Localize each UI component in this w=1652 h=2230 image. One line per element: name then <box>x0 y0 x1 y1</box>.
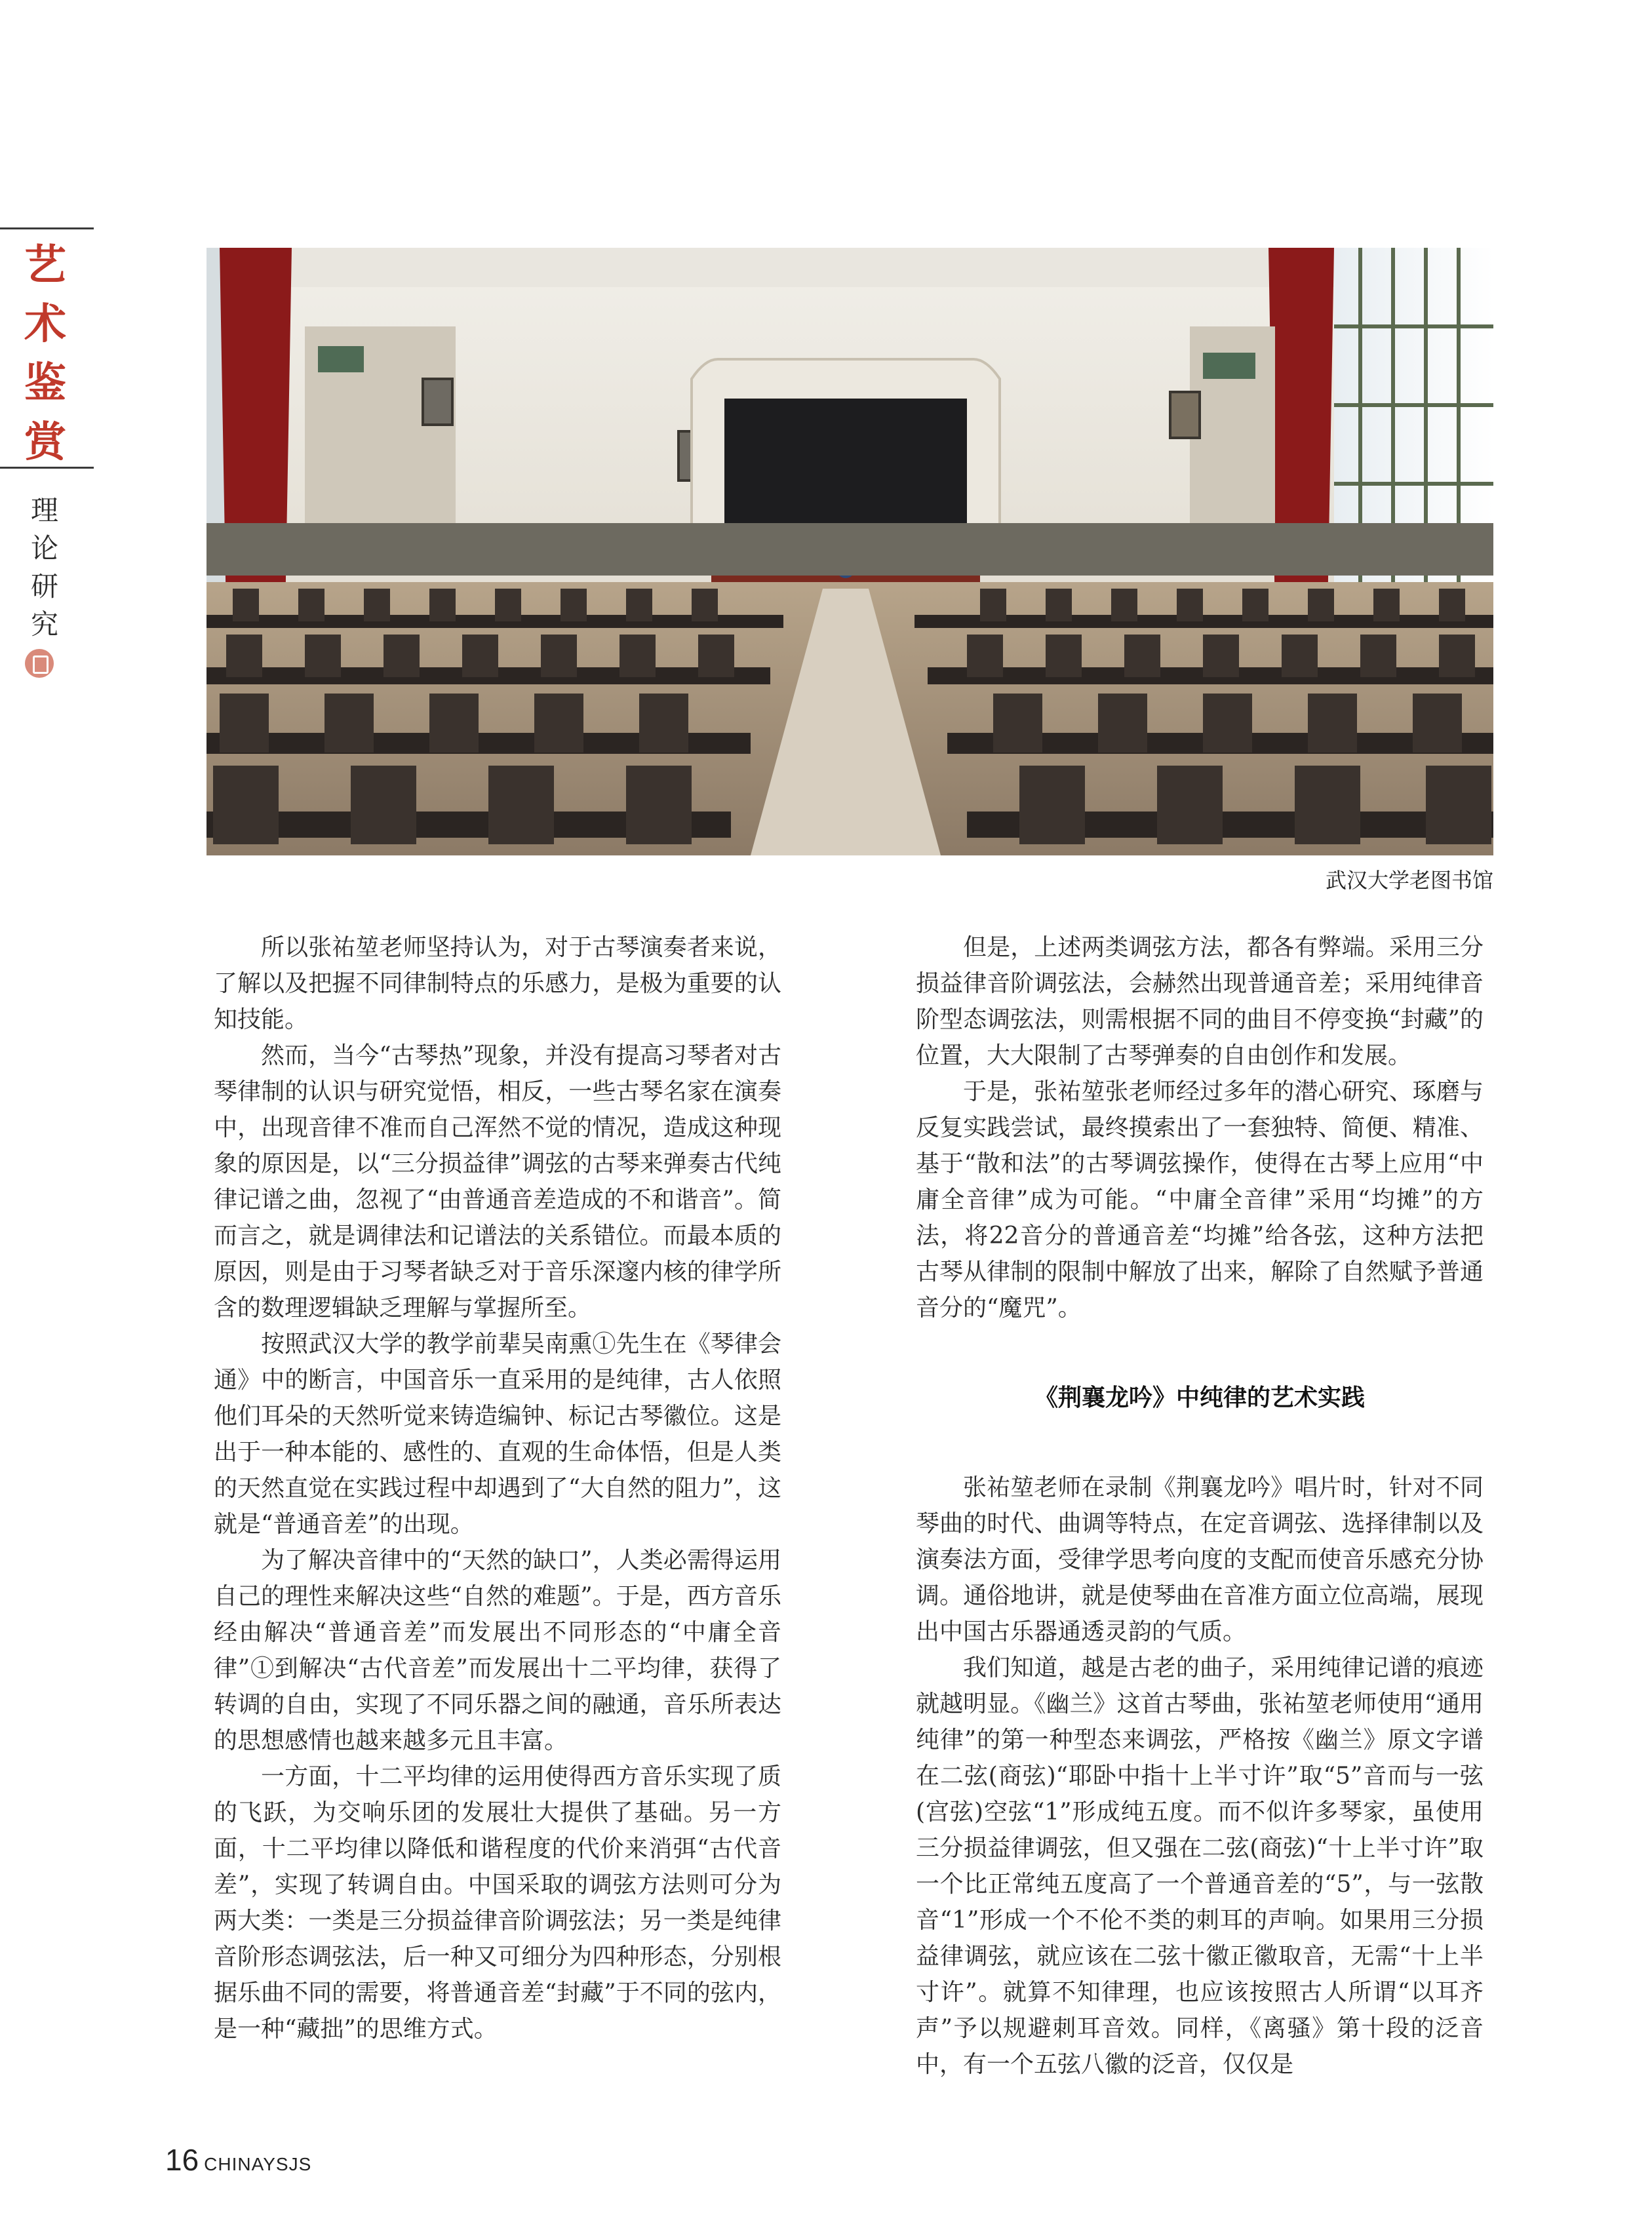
page-number: 16 <box>165 2143 199 2177</box>
article-left-column <box>214 929 781 2047</box>
paragraph: 所以张祐堃老师坚持认为，对于古琴演奏者来说，了解以及把握不同律制特点的乐感力，是极为重要的认知技能。 <box>214 934 781 1033</box>
subsection-char: 论 <box>30 532 58 564</box>
paragraph: 然而，当今“古琴热”现象，并没有提高习琴者对古琴律制的认识与研究觉悟，相反，一些古琴名家在演奏中，出现音律不准而自己浑然不觉的情况，造成这种现象的原因是，以“三分损益律”调弦的古琴来弹奏古代纯律记谱之曲，忽视了“由普通音差造成的不和谐音”。简而言之，就是调律法和记谱法的关系错位。而最本质的原因，则是由于习琴者缺乏对于音乐深邃内核的律学所含的数理逻辑缺乏理解与掌握所至。 <box>214 1042 781 1321</box>
subsection-char: 理 <box>30 494 58 526</box>
section-badge-icon <box>25 649 54 678</box>
section-char: 鉴 <box>24 359 66 408</box>
magazine-name: CHINAYSJS <box>204 2154 312 2174</box>
section-char: 艺 <box>24 241 66 290</box>
page-footer <box>165 2142 311 2178</box>
paragraph: 一方面，十二平均律的运用使得西方音乐实现了质的飞跃，为交响乐团的发展壮大提供了基础。另一方面，十二平均律以降低和谐程度的代价来消弭“古代音差”，实现了转调自由。中国采取的调弦方法则可分为两大类：一类是三分损益律音阶调弦法；另一类是纯律音阶形态调弦法，后一种又可细分为四种形态，分别根据乐曲不同的需要，将普通音差“封藏”于不同的弦内，是一种“藏拙”的思维方式。 <box>214 1763 781 2043</box>
paragraph: 为了解决音律中的“天然的缺口”，人类必需得运用自己的理性来解决这些“自然的难题”。于是，西方音乐经由解决“普通音差”而发展出不同形态的“中庸全音律”①到解决“古代音差”而发展出十二平均律，获得了转调的自由，实现了不同乐器之间的融通，音乐所表达的思想感情也越来越多元且丰富。 <box>214 1547 781 1754</box>
paragraph: 张祐堃老师在录制《荆襄龙吟》唱片时，针对不同琴曲的时代、曲调等特点，在定音调弦、选择律制以及演奏法方面，受律学思考向度的支配而使音乐感充分协调。通俗地讲，就是使琴曲在音准方面立位高端，展现出中国古乐器通透灵韵的气质。 <box>916 1474 1484 1645</box>
subsection-char: 研 <box>30 570 58 602</box>
library-hall-photo <box>206 248 1493 855</box>
paragraph: 我们知道，越是古老的曲子，采用纯律记谱的痕迹就越明显。《幽兰》这首古琴曲，张祐堃老师使用“通用纯律”的第一种型态来调弦，严格按《幽兰》原文字谱在二弦(商弦)“耶卧中指十上半寸许”取“5”音而与一弦(宫弦)空弦“1”形成纯五度。而不似许多琴家，虽使用三分损益律调弦，但又强在二弦(商弦)“十上半寸许”取一个比正常纯五度高了一个普通音差的“5”，与一弦散音“1”形成一个不伦不类的刺耳的声响。如果用三分损益律调弦，就应该在二弦十徽正徽取音，无需“十上半寸许”。就算不知律理，也应该按照古人所谓“以耳齐声”予以规避刺耳音效。同样，《离骚》第十段的泛音中，有一个五弦八徽的泛音，仅仅是 <box>916 1654 1484 2078</box>
section-char: 赏 <box>24 418 66 467</box>
article-right-column <box>916 929 1484 2083</box>
paragraph: 于是，张祐堃张老师经过多年的潜心研究、琢磨与反复实践尝试，最终摸索出了一套独特、简便、精准、基于“散和法”的古琴调弦操作，使得在古琴上应用“中庸全音律”成为可能。“中庸全音律”采用“均摊”的方法，将22音分的普通音差“均摊”给各弦，这种方法把古琴从律制的限制中解放了出来，解除了自然赋予普通音分的“魔咒”。 <box>916 1078 1484 1321</box>
side-rule-mid <box>0 467 94 469</box>
section-heading: 《荆襄龙吟》中纯律的艺术实践 <box>1034 1384 1365 1411</box>
paragraph: 但是，上述两类调弦方法，都各有弊端。采用三分损益律音阶调弦法，会赫然出现普通音差；采用纯律音阶型态调弦法，则需根据不同的曲目不停变换“封藏”的位置，大大限制了古琴弹奏的自由创作和发展。 <box>916 934 1484 1069</box>
section-subtitle <box>25 492 64 644</box>
section-title <box>20 236 71 472</box>
side-rule-top <box>0 227 94 229</box>
photo-caption: 武汉大学老图书馆 <box>1325 868 1493 893</box>
subsection-char: 究 <box>30 608 58 640</box>
section-char: 术 <box>24 300 66 349</box>
paragraph: 按照武汉大学的教学前辈吴南熏①先生在《琴律会通》中的断言，中国音乐一直采用的是纯律，古人依照他们耳朵的天然听觉来铸造编钟、标记古琴徽位。这是出于一种本能的、感性的、直观的生命体悟，但是人类的天然直觉在实践过程中却遇到了“大自然的阻力”，这就是“普通音差”的出现。 <box>214 1331 781 1538</box>
